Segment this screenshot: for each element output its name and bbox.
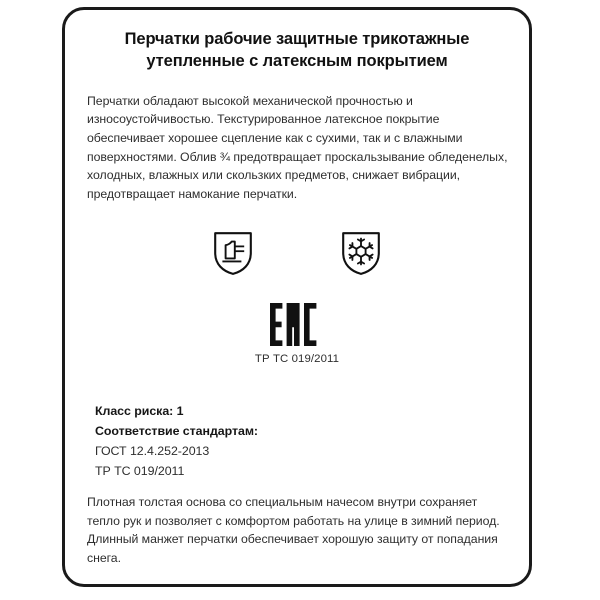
product-info-card (62, 7, 532, 587)
spec-standard-gost: ГОСТ 12.4.252-2013 (95, 443, 210, 458)
specifications-block (77, 401, 517, 481)
mechanical-risk-shield-icon (213, 231, 253, 276)
spec-standards-label: Соответствие стандартам: (95, 423, 259, 438)
eac-caption: ТР ТС 019/2011 (254, 352, 340, 365)
page-title: Перчатки рабочие защитные трикотажные утепленные с латексным покрытием (124, 30, 470, 71)
spec-standard-trts: ТР ТС 019/2011 (95, 463, 185, 478)
eac-mark-icon (269, 302, 325, 347)
spec-risk-class: Класс риска: 1 (95, 403, 184, 418)
cold-protection-shield-icon (341, 231, 381, 276)
pictogram-row (77, 231, 517, 276)
footer-paragraph: Плотная толстая основа со специальным начесом внутри сохраняет тепло рук и позволяет с комфортом работать на улице в зимний период. Длинный манжет перчатки обеспечивает хорошую защиту от попадания снега. (87, 495, 500, 566)
intro-paragraph: Перчатки обладают высокой механической прочностью и износоустойчивостью. Текстурированное латексное покрытие обеспечивает хорошее сцепление как с сухими, так и с влажными поверхностями. Облив ¾ предотвращает проскальзывание обледенелых, холодных, влажных или скользких предметов, снижает вибрации, предотвращает намокание перчатки. (87, 93, 508, 201)
card-content (65, 10, 529, 584)
eac-conformity-block (77, 302, 517, 365)
